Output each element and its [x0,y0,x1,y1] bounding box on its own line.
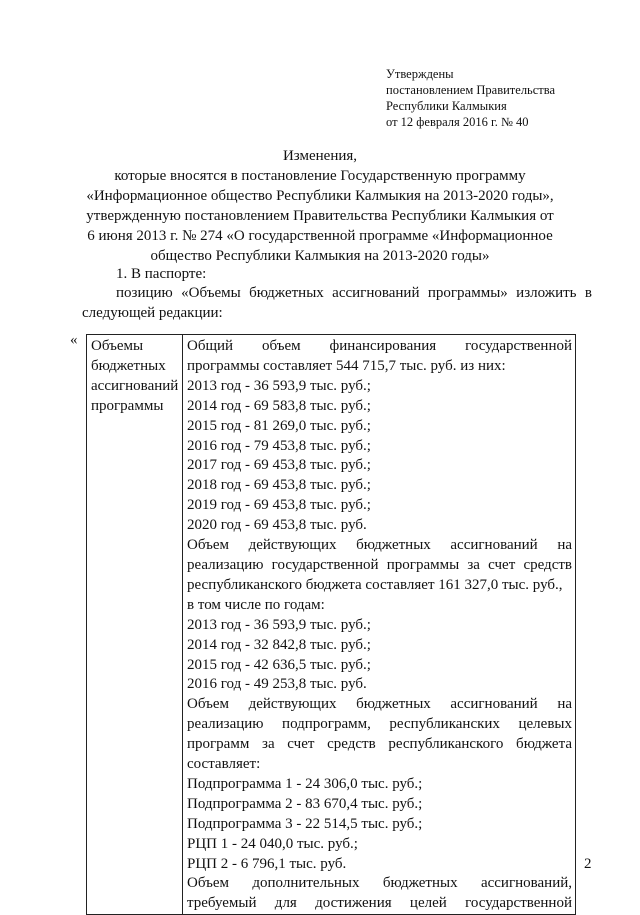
content-line: Объем действующих бюджетных ассигнований на [187,537,572,554]
content-line: 2019 год - 69 453,8 тыс. руб.; [187,497,371,514]
heading-line: 6 июня 2013 г. № 274 «О государственной программе «Информационное [87,228,553,244]
label-line: ассигнований [91,377,179,394]
table-row [87,335,576,915]
content-line: 2015 год - 81 269,0 тыс. руб.; [187,417,371,434]
page-number: 2 [584,856,592,872]
content-line: реализацию подпрограмм, республиканских целевых [187,716,572,733]
content-line: 2013 год - 36 593,9 тыс. руб.; [187,616,371,633]
content-line: Объем действующих бюджетных ассигнований на [187,696,572,713]
content-line: республиканского бюджета составляет 161 327,0 тыс. руб., [187,576,563,593]
content-line: 2017 год - 69 453,8 тыс. руб.; [187,457,371,474]
label-line: Объемы [91,338,144,354]
content-line: 2020 год - 69 453,8 тыс. руб. [187,517,367,534]
content-cell [183,335,576,915]
approval-line: Республики Калмыкия [386,99,507,113]
content-line: 2013 год - 36 593,9 тыс. руб.; [187,377,371,394]
content-line: Подпрограмма 3 - 22 514,5 тыс. руб.; [187,815,423,832]
document-heading [60,146,580,266]
content-line: 2015 год - 42 636,5 тыс. руб.; [187,656,371,673]
content-line: программ за счет средств республиканского бюджета [187,736,572,753]
content-line: составляет: [187,756,261,773]
content-line: РЦП 1 - 24 040,0 тыс. руб.; [187,835,358,852]
approval-line: от 12 февраля 2016 г. № 40 [386,115,529,129]
heading-line: общество Республики Калмыкия на 2013-2020 годы» [150,248,490,264]
intro-paragraph: позицию «Объемы бюджетных ассигнований программы» изложить в следующей редакции: [82,285,592,321]
content-line: 2016 год - 49 253,8 тыс. руб. [187,676,367,693]
label-cell [87,335,183,915]
approval-block [386,66,555,130]
content-line: РЦП 2 - 6 796,1 тыс. руб. [187,855,347,872]
label-line: бюджетных [91,357,166,374]
heading-line: которые вносятся в постановление Государственную программу [114,168,526,184]
content-line: Объем дополнительных бюджетных ассигнований, [187,875,572,892]
content-line: Подпрограмма 1 - 24 306,0 тыс. руб.; [187,775,423,792]
heading-line: Изменения, [282,148,358,164]
content-line: в том числе по годам: [187,596,325,613]
content-line: программы составляет 544 715,7 тыс. руб. из них: [187,357,506,374]
content-line: требуемый для достижения целей государственной [187,895,572,912]
heading-line: «Информационное общество Республики Калмыкия на 2013-2020 годы», [86,188,554,204]
open-quote: « [70,332,78,348]
content-line: Общий объем финансирования государственной [187,338,572,354]
label-line: программы [91,397,164,414]
content-line: реализацию государственной программы за счет средств [187,556,572,573]
approval-line: постановлением Правительства [386,83,556,97]
content-line: 2018 год - 69 453,8 тыс. руб.; [187,477,371,494]
approval-line: Утверждены [386,67,454,81]
content-line: Подпрограмма 2 - 83 670,4 тыс. руб.; [187,795,423,812]
content-line: 2016 год - 79 453,8 тыс. руб.; [187,437,371,454]
content-line: 2014 год - 32 842,8 тыс. руб.; [187,636,371,653]
item-title: 1. В паспорте: [116,266,207,282]
budget-table [86,334,576,915]
content-line: 2014 год - 69 583,8 тыс. руб.; [187,397,371,414]
heading-line: утвержденную постановлением Правительства Республики Калмыкия от [86,208,554,224]
